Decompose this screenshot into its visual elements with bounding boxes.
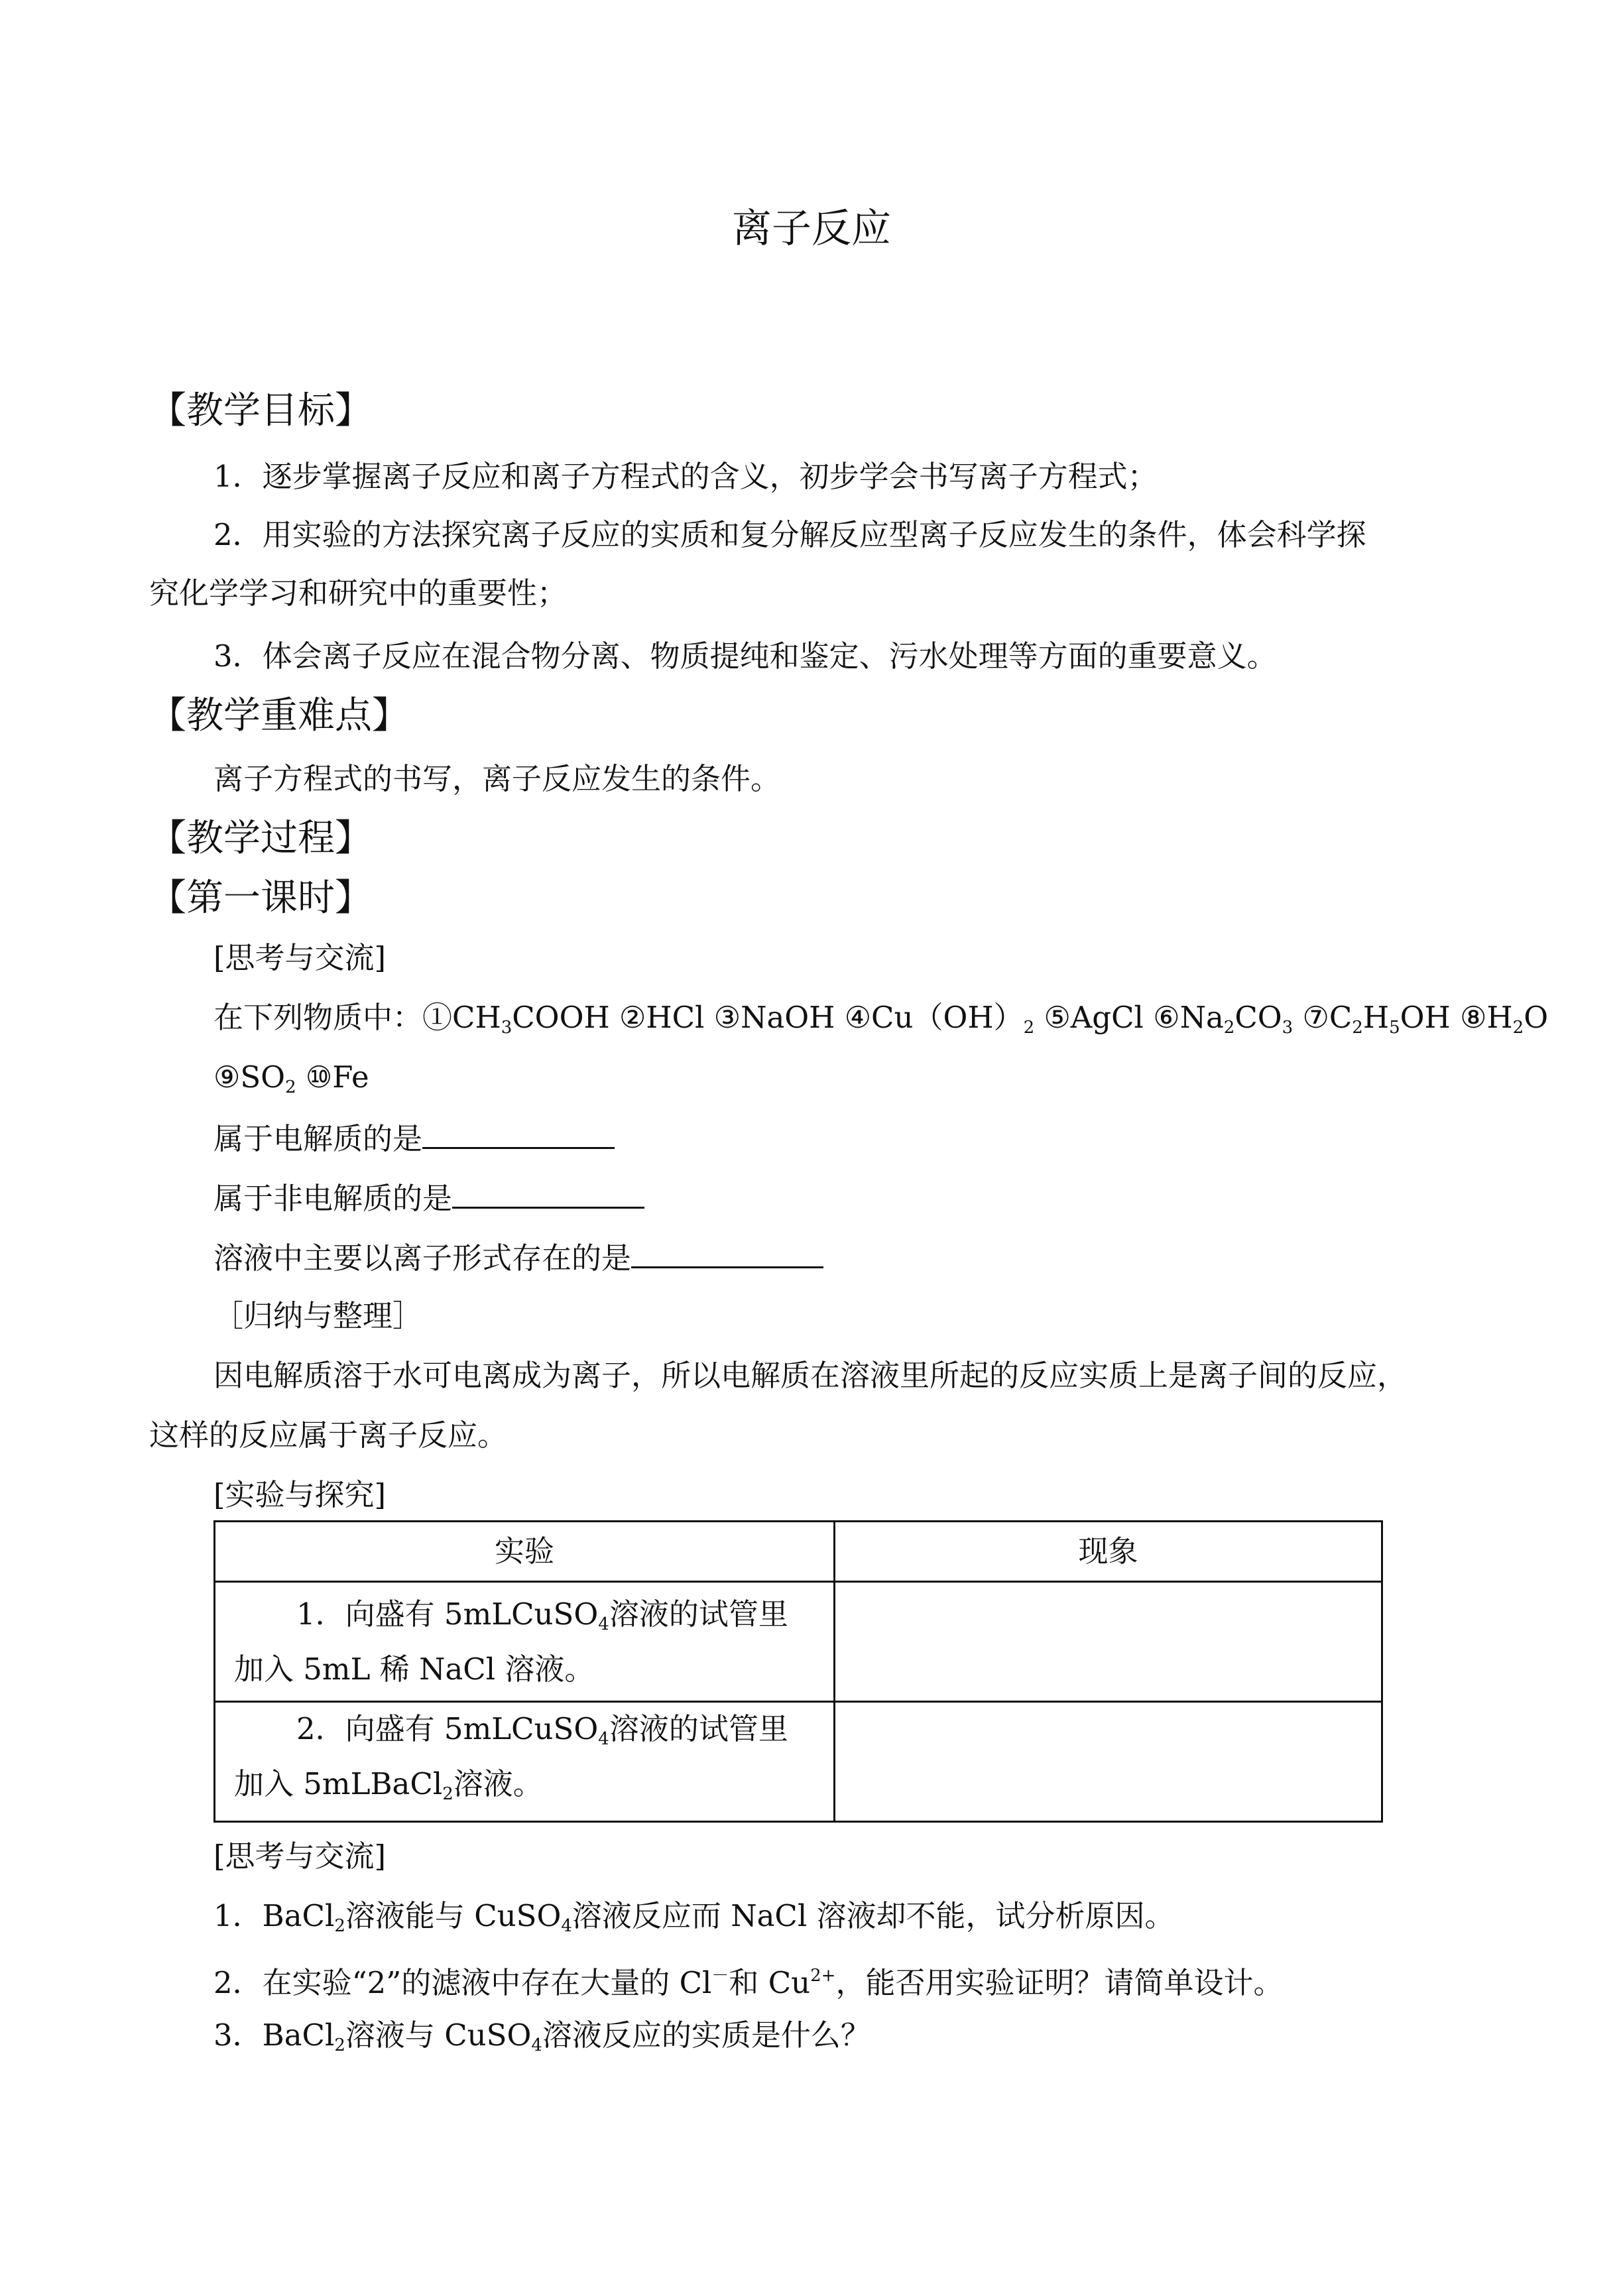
- question-electrolyte: 属于电解质的是: [213, 1114, 615, 1162]
- think2-question-1: 1．BaCl$_2$溶液能与 CuSO$_4$溶液反应而 NaCl 溶液却不能，试分析原因。: [213, 1898, 1175, 1936]
- page-title: 离子反应: [732, 206, 891, 252]
- substance-list: 在下列物质中：$①CH_3COOH$ ②HCl ③NaOH $④Cu(OH)_2$ ⑤AgCl $⑥Na_2CO_3$ $⑦C_2H_5OH$ $⑧H_2O$: [213, 1000, 1549, 1038]
- question-ionic-form: 溶液中主要以离子形式存在的是: [213, 1233, 823, 1282]
- think2-question-3: 3．BaCl$_2$溶液与 CuSO$_4$溶液反应的实质是什么？: [213, 2018, 871, 2055]
- summary-line-2: 这样的反应属于离子反应。: [149, 1418, 508, 1453]
- experiment-table: [213, 1520, 1383, 1823]
- table-header-row: [215, 1522, 1382, 1582]
- substance-list-cont: $⑨SO_2$ ⑩Fe: [213, 1059, 369, 1097]
- goal-item-2-cont: 究化学学习和研究中的重要性；: [149, 575, 568, 611]
- difficulties-heading: 【教学重难点】: [149, 694, 409, 737]
- experiment-1-cell: 1．向盛有 5mLCuSO$_4$溶液的试管里 加入 5mL 稀 NaCl 溶液。: [215, 1582, 835, 1702]
- answer-blank-nonelectrolyte[interactable]: [452, 1174, 644, 1209]
- phenomenon-1-cell[interactable]: [835, 1582, 1382, 1702]
- table-row: [215, 1582, 1382, 1702]
- summary-label: ［归纳与整理］: [213, 1298, 423, 1333]
- header-experiment: 实验: [215, 1522, 835, 1582]
- goal-item-2: 2．用实验的方法探究离子反应的实质和复分解反应型离子反应发生的条件，体会科学探: [213, 517, 1366, 552]
- think2-label: [思考与交流]: [213, 1839, 387, 1874]
- goal-item-1: 1．逐步掌握离子反应和离子方程式的含义，初步学会书写离子方程式；: [213, 459, 1158, 494]
- experiment-2-cell: 2．向盛有 5mLCuSO$_4$溶液的试管里 加入 5mLBaCl$_2$溶液。: [215, 1702, 835, 1822]
- think1-label: [思考与交流]: [213, 940, 387, 975]
- answer-blank-ionic-form[interactable]: [631, 1233, 823, 1268]
- process-heading: 【教学过程】: [149, 817, 372, 860]
- experiment-label: [实验与探究]: [213, 1477, 387, 1512]
- summary-line-1: 因电解质溶于水可电离成为离子，所以电解质在溶液里所起的反应实质上是离子间的反应，: [213, 1358, 1408, 1393]
- difficulties-text: 离子方程式的书写，离子反应发生的条件。: [213, 761, 781, 796]
- question-nonelectrolyte: 属于非电解质的是: [213, 1174, 644, 1222]
- goal-item-3: 3．体会离子反应在混合物分离、物质提纯和鉴定、污水处理等方面的重要意义。: [213, 638, 1277, 674]
- goals-heading: 【教学目标】: [149, 389, 372, 432]
- think2-question-2: 2．在实验“2”的滤液中存在大量的 Cl－和 $Cu^{2+}$，能否用实验证明？请简单设计。: [213, 1965, 1284, 2000]
- answer-blank-electrolyte[interactable]: [422, 1114, 615, 1149]
- header-phenomenon: 现象: [835, 1522, 1382, 1582]
- lesson1-heading: 【第一课时】: [149, 876, 372, 920]
- phenomenon-2-cell[interactable]: [835, 1702, 1382, 1822]
- table-row: [215, 1702, 1382, 1822]
